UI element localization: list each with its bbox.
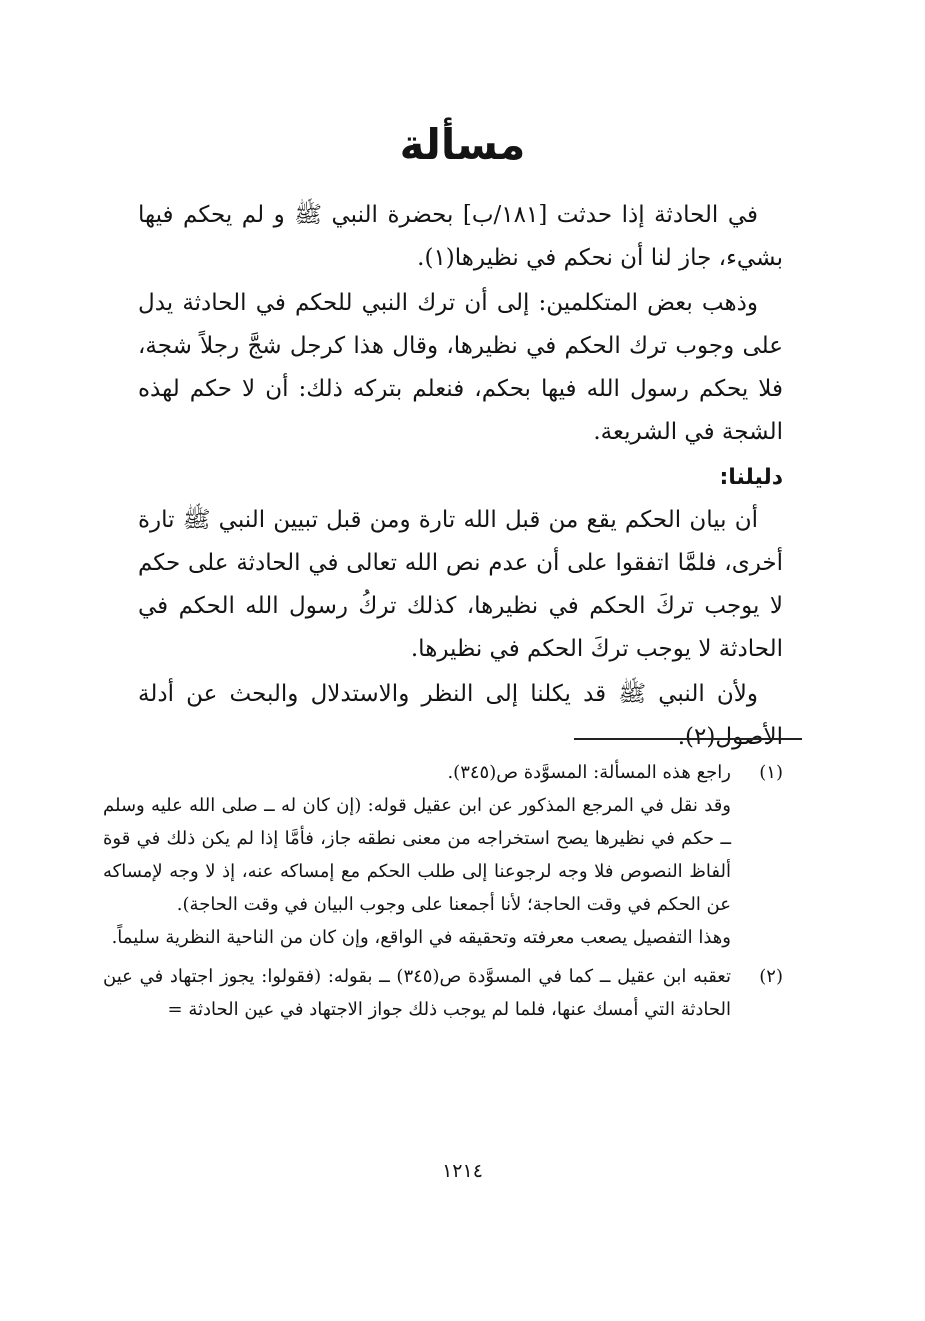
paragraph-4: ولأن النبي ﷺ قد يكلنا إلى النظر والاستدلال والبحث عن أدلة الأصول(٢). bbox=[138, 681, 783, 750]
paragraph-1: في الحادثة إذا حدثت [١٨١/ب] بحضرة النبي ﷺ و لم يحكم فيها بشيء، جاز لنا أن نحكم في نظيرها(١). bbox=[138, 202, 783, 271]
page-number: ١٢١٤ bbox=[442, 1160, 483, 1182]
footnote-number: (١) bbox=[759, 762, 783, 783]
section-heading: دليلنا: bbox=[719, 465, 783, 490]
footnote-body bbox=[103, 960, 731, 1026]
footnote-1 bbox=[103, 756, 783, 954]
footnote-paragraph: راجع هذه المسألة: المسوَّدة ص(٣٤٥). bbox=[447, 762, 731, 783]
main-text bbox=[138, 194, 783, 761]
paragraph-2: وذهب بعض المتكلمين: إلى أن ترك النبي للحكم في الحادثة يدل على وجوب ترك الحكم في نظيرها، وقال هذا كرجل شجَّ رجلاً شجة، فلا يحكم رسول الله فيها بحكم، فنعلم بتركه ذلك: أن لا حكم لهذه الشجة في الشريعة. bbox=[138, 290, 783, 445]
footnote-paragraph: تعقبه ابن عقيل ــ كما في المسوَّدة ص(٣٤٥) ــ بقوله: (فقولوا: يجوز اجتهاد في عين الحادثة التي أمسك عنها، فلما لم يوجب ذلك جواز الاجتهاد في عين الحادثة = bbox=[103, 966, 731, 1020]
paragraph-3: أن بيان الحكم يقع من قبل الله تارة ومن قبل تبيين النبي ﷺ تارة أخرى، فلمَّا اتفقوا على أن عدم نص الله تعالى في الحادثة على حكم لا يوجب تركَ الحكم في نظيرها، كذلك تركُ رسول الله الحكم في الحادثة لا يوجب تركَ الحكم في نظيرها. bbox=[138, 507, 783, 662]
footnote-separator bbox=[574, 738, 802, 740]
footnote-paragraph: وهذا التفصيل يصعب معرفته وتحقيقه في الواقع، وإن كان من الناحية النظرية سليماً. bbox=[111, 927, 731, 948]
page-title: مسألة bbox=[399, 120, 526, 169]
footnotes bbox=[103, 756, 783, 1032]
footnote-number: (٢) bbox=[759, 966, 783, 987]
footnote-2 bbox=[103, 960, 783, 1026]
footnote-body bbox=[103, 756, 731, 954]
footnote-paragraph: وقد نقل في المرجع المذكور عن ابن عقيل قوله: (إن كان له ــ صلى الله عليه وسلم ــ حكم في نظيرها يصح استخراجه من معنى نطقه جاز، فأمَّا إذا لم يكن ذلك في قوة ألفاظ النصوص فلا وجه لرجوعنا إلى طلب الحكم مع إمساكه عنه، إذ لا وجه لإمساكه عن الحكم في وقت الحاجة؛ لأنا أجمعنا على وجوب البيان في وقت الحاجة). bbox=[103, 795, 731, 915]
